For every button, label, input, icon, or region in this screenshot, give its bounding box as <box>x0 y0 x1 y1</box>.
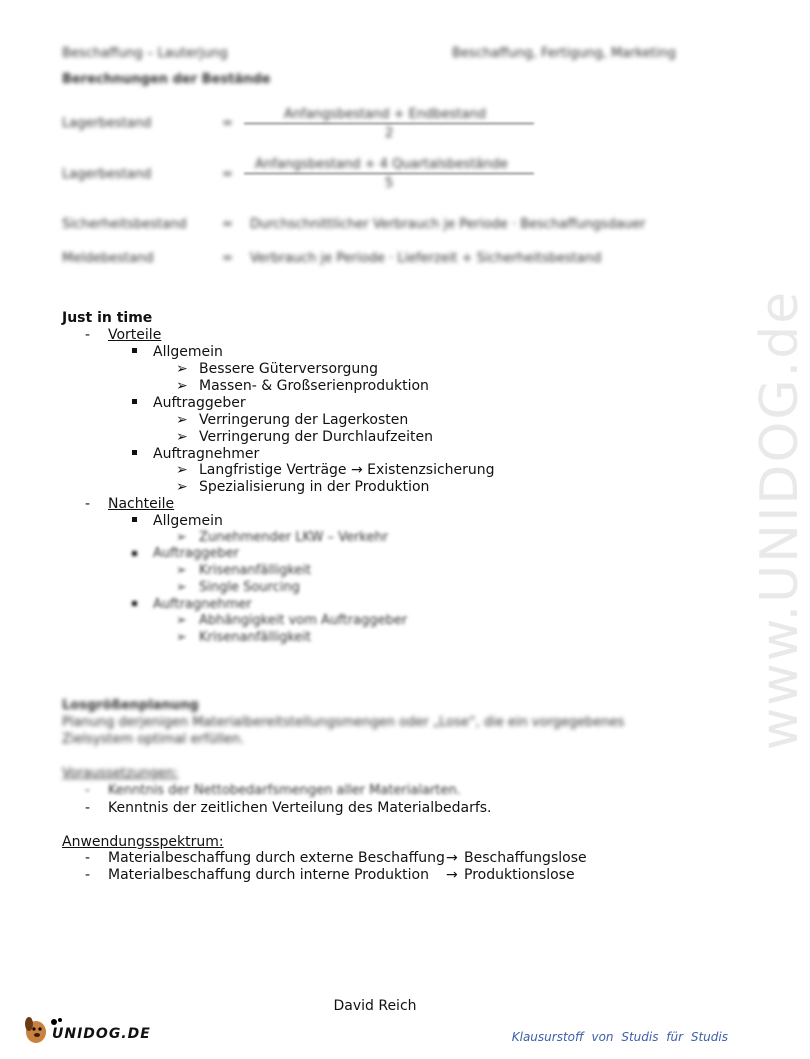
arrowhead-icon: ➢ <box>176 530 187 545</box>
row3-label: Sicherheitsbestand <box>62 217 187 232</box>
list-item: Zunehmender LKW – Verkehr <box>199 530 389 545</box>
dash-icon: - <box>85 800 91 816</box>
row2-eq: = <box>222 167 233 182</box>
arrowhead-icon: ➢ <box>176 412 188 428</box>
los-desc-line2: Zielsystem optimal erfüllen. <box>62 732 245 747</box>
arrowhead-icon: ➢ <box>176 613 187 628</box>
dash-icon: - <box>85 327 91 343</box>
tagline: Klausurstoff von Studis für Studis <box>511 1030 728 1044</box>
row2-label: Lagerbestand <box>62 167 152 182</box>
row2-denominator: 5 <box>385 176 394 191</box>
dash-icon: - <box>85 867 91 883</box>
bestaende-title: Berechnungen der Bestände <box>62 72 271 87</box>
logo-text: UNIDOG.DE <box>52 1026 151 1042</box>
list-item: Verringerung der Lagerkosten <box>199 412 409 428</box>
list-item: Abhängigkeit vom Auftraggeber <box>199 613 408 628</box>
list-item: Bessere Güterversorgung <box>199 361 379 377</box>
unidog-logo[interactable] <box>22 1012 152 1048</box>
square-bullet-icon <box>132 517 137 522</box>
nachteile-group-auftraggeber: Auftraggeber <box>153 546 239 561</box>
arrow-right-icon: → <box>446 850 458 866</box>
square-bullet-icon <box>132 601 137 606</box>
dash-icon: - <box>85 783 90 798</box>
los-title: Losgrößenplanung <box>62 698 199 713</box>
row4-label: Meldebestand <box>62 251 154 266</box>
arrow-right-icon: → <box>446 867 458 883</box>
list-item: Materialbeschaffung durch externe Beschaffung <box>108 850 445 866</box>
square-bullet-icon <box>132 399 137 404</box>
list-item: Materialbeschaffung durch interne Produktion <box>108 867 429 883</box>
row1-fraction-line <box>244 123 534 124</box>
arrowhead-icon: ➢ <box>176 630 187 645</box>
header-right: Beschaffung, Fertigung, Marketing <box>452 46 676 61</box>
row2-fraction-line <box>244 173 534 174</box>
row2-numerator: Anfangsbestand + 4 Quartalsbestände <box>255 157 508 172</box>
header-left: Beschaffung – Lauterjung <box>62 46 228 61</box>
dash-icon: - <box>85 496 91 512</box>
vorteile-group-auftraggeber: Auftraggeber <box>153 395 246 411</box>
nachteile-label: Nachteile <box>108 496 175 512</box>
dash-icon: - <box>85 850 91 866</box>
arrowhead-icon: ➢ <box>176 361 188 377</box>
arrowhead-icon: ➢ <box>176 462 188 478</box>
watermark: www.UNIDOG.de <box>750 289 810 751</box>
list-item: Kenntnis der zeitlichen Verteilung des Materialbedarfs. <box>108 800 492 816</box>
square-bullet-icon <box>132 551 137 556</box>
list-item: Langfristige Verträge → Existenzsicherung <box>199 462 495 478</box>
footer-author: David Reich <box>333 998 417 1014</box>
row1-numerator: Anfangsbestand + Endbestand <box>284 107 486 122</box>
list-item: Krisenanfälligkeit <box>199 563 312 578</box>
voraussetzungen-label: Voraussetzungen: <box>62 766 179 781</box>
list-item: Krisenanfälligkeit <box>199 630 312 645</box>
arrowhead-icon: ➢ <box>176 479 188 495</box>
list-item-result: Produktionslose <box>464 867 575 883</box>
arrowhead-icon: ➢ <box>176 429 188 445</box>
row3-eq: = <box>222 217 233 232</box>
row4-value: Verbrauch je Periode · Lieferzeit + Sicherheitsbestand <box>250 251 602 266</box>
row1-label: Lagerbestand <box>62 116 152 131</box>
vorteile-label: Vorteile <box>108 327 162 343</box>
jit-title: Just in time <box>62 310 153 326</box>
row1-denominator: 2 <box>385 126 394 141</box>
arrowhead-icon: ➢ <box>176 378 188 394</box>
square-bullet-icon <box>132 450 137 455</box>
list-item: Verringerung der Durchlaufzeiten <box>199 429 433 445</box>
list-item: Massen- & Großserienproduktion <box>199 378 429 394</box>
nachteile-group-auftragnehmer: Auftragnehmer <box>153 597 252 612</box>
spektrum-label: Anwendungsspektrum: <box>62 834 224 850</box>
list-item: Spezialisierung in der Produktion <box>199 479 430 495</box>
arrowhead-icon: ➢ <box>176 580 187 595</box>
vorteile-group-allgemein: Allgemein <box>153 344 223 360</box>
row4-eq: = <box>222 251 233 266</box>
nachteile-group-allgemein: Allgemein <box>153 513 223 529</box>
list-item: Single Sourcing <box>199 580 300 595</box>
list-item-result: Beschaffungslose <box>464 850 587 866</box>
list-item: Kenntnis der Nettobedarfsmengen aller Materialarten. <box>108 783 461 798</box>
row1-eq: = <box>222 116 233 131</box>
square-bullet-icon <box>132 348 137 353</box>
vorteile-group-auftragnehmer: Auftragnehmer <box>153 446 260 462</box>
arrowhead-icon: ➢ <box>176 563 187 578</box>
row3-value: Durchschnittlicher Verbrauch je Periode · Beschaffungsdauer <box>250 217 646 232</box>
los-desc-line1: Planung derjenigen Materialbereitstellungsmengen oder „Lose“, die ein vorgegebenes <box>62 715 625 730</box>
